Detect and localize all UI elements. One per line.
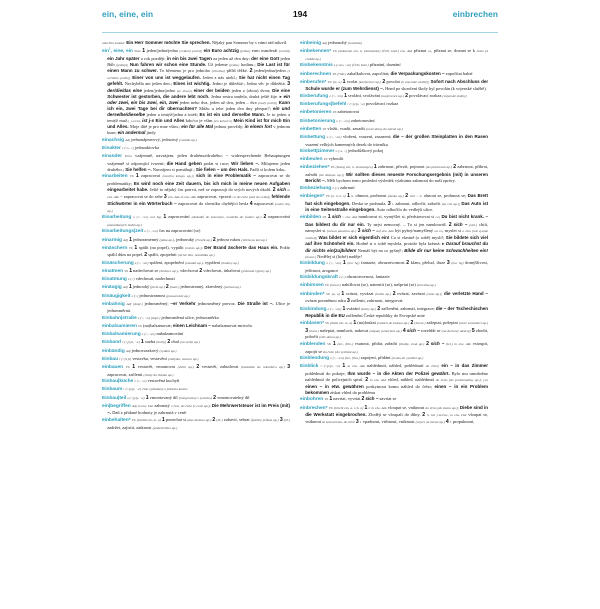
entry-body: mluvčím známá: Ein Herr Sommer möchte Sie sprechen. Nějaký pan Sommer by s vámi rád mluvil. — [102, 40, 288, 45]
dictionary-entry — [102, 378, 290, 386]
entry-body: Vb (hovor.) nabiflovat (se), naimrtit (se), našprtat (se) (slovíčka ap.) — [324, 282, 436, 288]
entry-body: e (~) zahrnutí — [332, 184, 355, 190]
entry-body: r (~[e]s, ¨-e) 1 vazba (knihy) 2 obal (na sešity ap.) — [122, 339, 200, 346]
dictionary-entry — [300, 40, 488, 48]
entry-headword: einberufen* — [300, 79, 327, 85]
entry-headword: Einbau|teil — [102, 395, 127, 401]
entry-headword: Einakter — [102, 145, 121, 151]
dictionary-entry — [102, 173, 290, 213]
entry-headword: einatmen — [102, 268, 124, 274]
entry-headword: einarbeiten — [102, 174, 128, 180]
entry-headword: Einarbeitung — [102, 215, 132, 221]
dictionary-entry — [300, 156, 488, 164]
dictionary-entry — [300, 71, 488, 79]
entry-body: Vb 1 (tel., film.) vsunout, přidat, zařadit (titulky, zvuk ap.) 2 sich ~ (tel.) in etw. Akk vstoupit, zapojit se do čeho (do vysílání ap.) — [305, 340, 488, 354]
entry-body: Vb 1 navrtat, vyvrtat 2 sich ~ zavrtat se — [324, 396, 397, 403]
entry-body: Adj jednosvazkový (vydání ap.) — [125, 347, 177, 353]
dictionary-entry — [300, 291, 488, 305]
column-container — [102, 40, 498, 603]
dictionary-entry — [300, 274, 488, 282]
dictionary-entry — [300, 185, 488, 193]
dictionary-entry — [300, 405, 488, 426]
entry-body: e (~, ~en) zabetonování — [336, 117, 375, 123]
dictionary-entry — [300, 126, 488, 134]
entry-headword: einbeziehen* — [300, 165, 330, 171]
dictionary-entry — [102, 40, 290, 46]
entry-headword: einbiegen* — [300, 193, 325, 199]
dictionary-entry — [300, 109, 488, 117]
entry-body: Pron vzájemně, navzájem, jeden druhému/druhého; ~ widersprechende Behauptungen vzájemně si odporující tvrzení; die Hand geben podat si ruce; Wir lieben ~. Milujeme jeden druhého.; Sie helfen ~. Navzájem si pomáhají.; Sie fielen ~ um den Hals. Padli si kolem krku. — [107, 153, 290, 172]
dictionary-entry — [102, 245, 290, 259]
dictionary-entry — [102, 331, 290, 339]
entry-body: Vb (bekannte ein, h. einbekannt) (Ö/D, kniž.) etw. Akk přiznat co, přiznat se, doznat se k čemu (k vraždě ap.) — [305, 48, 488, 61]
entry-body: s (~s, ~) jednolůžkový pokoj — [335, 148, 384, 154]
dictionary-entry — [300, 62, 488, 70]
dictionary-entry — [300, 282, 488, 290]
dictionary-entry — [300, 48, 488, 62]
entry-headword: Einbahn|straße — [102, 315, 137, 321]
entry-body: e (~, ~en) 1 (nur Sg) fantazie, obrazotvornost 2 klam, přelud, iluze 3 (nur Sg) domýšlivost, ješitnost, arogance — [305, 260, 488, 273]
running-head-left-guideword: ein, eine, ein — [102, 9, 154, 19]
entry-headword: einbeulen — [300, 157, 323, 163]
entry-headword: einäschern — [102, 245, 128, 251]
dictionary-page — [0, 9, 600, 609]
entry-headword: Einäscherung — [102, 260, 134, 266]
dictionary-entry — [102, 356, 290, 364]
dictionary-entry — [102, 276, 290, 284]
entry-body: Adj in etw. Dat zahrnutý v čem, do čeho (v ceně ap.); Die Mehrwertsteuer ist im Preis (mit) ~. Daň z přidané hodnoty je zahrnutá v ceně. — [107, 402, 290, 416]
entry-headword: Einbau — [102, 356, 119, 362]
entry-body: Vb (o, h./i. o) 1 h. ohnout, prohnout (desku ap.) 2 sich ~ h. ohnout se, prohnout se; Das Brett hat sich eingebogen. Deska se prohnula. 3 i. zahnout, odbočit, zabočit (za roh ap.); Das Auto ist in eine Seitenstraße eingebogen. Auto odbočilo do vedlejší ulice. — [305, 192, 488, 213]
entry-headword: einbalsamieren — [102, 324, 137, 330]
entry-body: e (~) obrazotvornost, fantazie — [338, 274, 390, 280]
dictionary-entry — [300, 306, 488, 320]
dictionary-entry — [102, 395, 290, 403]
entry-body: Adj jednonápravový, jednoosý (vozidlo ap.) — [125, 136, 197, 142]
entry-body: e (~, ~n) vestavěná kuchyň — [134, 378, 180, 384]
entry-headword: einander — [102, 154, 122, 160]
dictionary-entry — [300, 93, 488, 101]
dictionary-entry — [102, 228, 290, 236]
dictionary-entry — [102, 137, 290, 145]
entry-headword: einbetonieren — [300, 110, 332, 116]
entry-body: r (~[e]s, ~e) 1 in etw. Akk nahlédnutí, náhled, pohlédnutí do čeho; ein ~ in das Zimmer pohlédnutí do pokoje; Ihm wurde ~ in die Akten der Polizei gewährt. Bylo mu umožněno nahlédnutí do policejních spisů. 2 in etw. Akk vhled, náhled, nahlédnutí do čeho (do problematiky ap.); j-m einen ~ in etw. gewähren poskytnout komu náhled do čeho; einen ~ in ein Problem bekommen získat vhled do problému — [305, 363, 488, 395]
dictionary-entry — [300, 341, 488, 355]
entry-headword: Einband — [102, 340, 121, 346]
dictionary-entry — [102, 315, 290, 323]
entry-headword: Einbekenntnis — [300, 63, 333, 69]
entry-headword: einachsig — [102, 137, 125, 143]
entry-headword: einbehalten* — [102, 417, 131, 423]
entry-body: e (~, ~en) (tel., film.) zapojení, přidání (zvuku do vysílání ap.) — [330, 355, 424, 361]
entry-headword: Einbett|zimmer — [300, 149, 335, 155]
entry-headword: einarmig — [102, 237, 122, 243]
entry-headword: Einblick — [300, 364, 319, 370]
entry-headword: einbeinig — [300, 41, 322, 46]
dictionary-entry — [300, 148, 488, 156]
dictionary-entry — [102, 214, 290, 228]
entry-headword: einbahnig — [102, 301, 125, 307]
entry-body: Vb 1 vestavět, vmontovat (skříň ap.) 2 vestavět, zabudovat (bankdisk do rekordéru ap.) 3 zapracovat, začlenit (citáty do článku ap.) — [107, 364, 290, 377]
entry-body: Vb (bezog ein, h. einbezogen) 1 zahrnout, přivzít, pojmout (do plánování ap.) 2 zahrnout, přibrat, zařadit (do diskuse ap.); Wir sollten dieses neueste Forschungsergebnis (mit) in unseren Bericht ~. Měli bychom tento poslední výsledek výzkumu zahrnout do naší zprávy. — [305, 164, 488, 184]
entry-headword: Einbildung — [300, 261, 325, 267]
dictionary-entry — [300, 101, 488, 109]
entry-headword: Einarbeitungs|zeit — [102, 229, 144, 235]
entry-headword: einbrechen* — [300, 405, 328, 411]
entry-headword: einberechnen — [300, 71, 332, 77]
entry-body: Vb (na)balzamovat; einen Leichnam ~ nabalzamovat mrtvolu — [138, 323, 252, 329]
entry-body: e (~, ~n) (dopr.) jednosměrná ulice, jednosměrka — [137, 314, 219, 320]
entry-body: Vb (behält ein, ie, a) 1 ponechat si (ako zástavu ap.) 2 (úř.) zabavit, sebrat (falešný průkaz ap.) 3 (úř.) zadržet, zajistit, zatknout (podezřelého ap.) — [107, 416, 290, 430]
entry-headword: einbohren — [300, 397, 324, 403]
dictionary-entry — [102, 386, 290, 394]
entry-headword: einbilden — [300, 215, 322, 220]
entry-body: r (~s, =) jednoaktovka — [122, 144, 159, 150]
entry-body: Vb 1 spálit (na popel), vypálit (město ap.); Der Brand äscherte das Haus ein. Požár spálil dům na popel. 2 spálit, zpopelnit (mrtvé tělo, nebožtíka ap.) — [107, 244, 290, 259]
entry-body: Vb 1 zapracovat (nového kolegu ap.); sich in eine Problematik ~ zapracovat se do problematiky; Es wird noch eine Zeit dauern, bis ich mich in meine neuen Aufgaben eingearbeitet habe. Ještě to nějaký čas potrvá, než se zapracuji do svých nových úkolů. 2 sich in etw. Akk ~ zapracovat se do sebe 3 etw. Akk in etw. Akk zapracovat, vpravit co do čeho (zad do celku); fehlende Stichwörter in ein Wörterbuch ~ zapracovat do slovníku chybějící hesla 4 napracovat (volné dny ap.) — [107, 173, 290, 213]
dictionary-entry — [102, 293, 290, 301]
running-head — [102, 9, 498, 33]
entry-body: Vb (bricht ein, a, i./h. o) 1 i. in etw. Akk vloupat se, vniknout do čeho (do domu ap.); Diebe sind in die Werkstatt eingebrochen. Zloději se vloupali do dílny. 2 h. bei j-m/etw., in etw. Dat vloupat se, vniknout ke komu/čemu, do čeho 3 i. vpadnout, vtrhnout, vniknout (vojsci na území ap.) 4 i. propuknout, — [305, 404, 488, 426]
entry-body: e (~, ~en) 1 svázání (knihy ap.) 2 začlenění, zahrnutí, integrace; die ~ der Tschechischen Republik in die EU začlenění České republiky do Evropské unie — [305, 305, 488, 319]
entry-headword: einblasen* — [300, 320, 324, 326]
dictionary-entry — [300, 363, 488, 396]
entry-body: Adj jednonohý (invalida) — [322, 40, 362, 45]
entry-headword: ein|begriffen — [102, 403, 131, 409]
entry-headword: Einbaum — [102, 387, 123, 393]
dictionary-entry — [102, 153, 290, 173]
entry-headword: Einatmung — [102, 277, 127, 283]
entry-body: e (~, ~en) čas na zapracování (se) — [144, 228, 201, 234]
entry-headword: Einbettung — [300, 134, 326, 140]
entry-headword: ein$^1$, eine, ein — [102, 46, 133, 55]
dictionary-entry — [102, 364, 290, 378]
entry-headword: Einberufung — [300, 93, 329, 99]
entry-headword: einblenden — [300, 341, 326, 347]
running-head-right-guideword: einbrechen — [452, 9, 498, 19]
dictionary-entry — [300, 355, 488, 363]
entry-body: Vb 1 sich ~ etw. Akk namlouvat si, vymýšlet si, představovat si co; Du bist nicht krank. – Das bildest du dir nur ein. Ty nejsi nemocný. – To si jen namlouváš. 2 sich ~ (obl.) chtít, namyslet si (novou panenku ap.) 3 sich ~ auf etw. Akk být pyšný/namyšlený na co, myslet si o čem (mít vysoké mínění); Was bildet er sich eigentlich ein! Co si vlastně (o sobě) myslí!; Sie bildete sich viel auf ihre Schönheit ein. Hodně si o sobě myslela, protože byla krásná. ▸ Darauf brauchst du dir nichts ein(zu)bilden! Nemáš být na co pyšný!; Bilde dir nur keine Schwachheiten ein! (hovor.) Nedělej si (liché) naděje! — [305, 214, 488, 259]
entry-body: e (~, ~en) vložení, vsazení, zasazení; die ~ der großen Steinplatten in den Rasen vsazení velkých kamenných desek do trávníku — [305, 133, 488, 147]
dictionary-entry — [102, 237, 290, 245]
entry-headword: einäugig — [102, 285, 122, 291]
entry-body: s (~ses, ~se) (Ö/D, kniž.) přiznání, doznání — [333, 62, 401, 68]
entry-body: r (~[e]s) vestavba, vestavění (nábytku, motoru ap.) — [119, 355, 199, 361]
entry-headword: Einblendung — [300, 356, 330, 362]
dictionary-entry — [102, 417, 290, 431]
entry-body: Vb (ie, u) 1 svolat (konferenci ap.) 2 povolat (k vojenské službě); Sofort nach Abschluss der Schule wurde er (zum Wehrdienst) ~. Hned po skončení školy byl povolán (k vojenské službě). — [305, 78, 488, 92]
dictionary-entry — [102, 268, 290, 276]
dictionary-entry — [102, 284, 290, 292]
entry-body: e (~) vdechnutí, nadechnutí — [127, 276, 175, 282]
entry-body: Vb (řidč.) zakalkulovat, započítat; die Verpackungskosten ~ započítat balné — [332, 70, 473, 76]
dictionary-entry — [102, 145, 290, 153]
dictionary-entry — [102, 348, 290, 356]
dictionary-entry — [300, 118, 488, 126]
right-text-column — [300, 40, 488, 603]
dictionary-entry — [102, 260, 290, 268]
entry-body: Vb 1 nadechovat se (hlubece ap.), vdechovat 2 vdechovat, inhalovat (jedovaté výpary ap.) — [124, 267, 272, 274]
entry-body: Vb zabetonovat — [332, 109, 359, 115]
entry-body: Vb (bläst ein, ie, a) 1 (na)foukat (vzduch do balonu ap.) 2 (hovor.) zašeptat, pošeptat (směr sousedovi ap.) 3 (hanl.) našeptat, namluvit, nakecat (nápad, pohoršení ap.) 4 sich ~ rozehřát se (na dechový nástroj) 5 zbodit, pobořit (větv domu ap.) — [305, 319, 488, 340]
entry-body: Adj (dopr.) jednosměrný; ~er Verkehr jednosměrný provoz. Die Straße ist ~. Ulice je jednosměrná. — [107, 300, 290, 314]
entry-headword: einbinden* — [300, 291, 325, 297]
dictionary-entry — [300, 260, 488, 274]
dictionary-entry — [300, 193, 488, 213]
dictionary-entry — [300, 79, 488, 93]
dictionary-entry — [102, 403, 290, 417]
entry-headword: einbauen — [102, 365, 124, 370]
entry-body: e (~, ~en) 1 svolání, svolávání (konference ap.) 2 povolávací rozkaz (vojenské služby) — [329, 92, 467, 99]
entry-headword: Einbalsamierung — [102, 332, 141, 338]
entry-body: Num 1 jeden/jedna/jedno (celkový počet); ein Euro achtzig (jedno) euro osmdesát (centů); ein Jahr später o rok později; in ein bis zwei Tagen za jeden až dva dny; der eine Gott jeden Bůh (jediný); Nun fahren wir schon eine Stunde. Už jedeme (jednu) hodinu.; Die Last ist für einen Mann zu schwer. To břemeno je pro jednoho (člověka) příliš těžké. 2 jeden/jedna/jedno (z určitého počtu); Einer von uns ist weggelaufen. Jeden z nás utekl.; Sie hat nicht einen Tag gefehlt. Nechyběla ani jeden den.; Eines ist wichtig. Jedno je důležité.; Jedna věc je důležitá. 3 der/die/das eine jeden/jedna/jedno (ze dvou); einer der beiden jeden z (obou) dvou; Die eine Schwester ist gestorben, die andere lebt noch. Jedna sestra umřela, druhá ještě žije. ▸ ein oder zwei, ein bis zwei, ein, zwei jeden nebo dva, jeden až dva, jeden – dva (malý počet); Kann ich ein, zwei Tage bei dir übernachten? Můžu u tebe jeden dva dny přespat?; ein und derselbe/dieselbe jeden a tentýž/jedna a totéž; Es ist ein und derselbe Mann. Je to jeden a tentýž muž.; j-s/etw. ist j-s Ein und Alles kdo/co je vším pro koho/co; Mein Kind ist für mich Ein und Alles. Moje dítě je pro mne vším.; ein für alle Mal jednou provždy; in einem fort v jednom kuse; ein andermal jindy — [107, 48, 290, 136]
entry-headword: Einbindung — [300, 306, 327, 312]
dictionary-entry — [102, 339, 290, 347]
entry-body: Vb vložit, vsadit, zasadit (nové domy do zeleně ap.) — [322, 125, 403, 131]
entry-headword: einbimsen — [300, 283, 324, 289]
entry-body: e (~, ~en) spálení, zpopelnění (ostatků ap.), vypálení (budovy ap.) — [134, 259, 239, 265]
left-text-column — [102, 40, 290, 603]
entry-headword: Einbau|küche — [102, 379, 134, 385]
entry-body: Adj 1 jednoramenný (páka ap.), jednoruký (člověk ap.) 2 jednou rukou (střela na koš ap.) — [123, 236, 267, 243]
dictionary-entry — [300, 164, 488, 184]
dictionary-entry — [300, 214, 488, 260]
entry-headword: Einbildungskraft — [300, 275, 338, 281]
entry-body: Adj 1 jednooký (pirát ap.) 2 (hanl.) jednostranný, zkreslený (pohled ap.) — [122, 284, 241, 291]
dictionary-entry — [102, 301, 290, 315]
entry-body: r (~[e]s, ¨-e) člun vydlabaný z jednoho kmene — [123, 387, 188, 392]
entry-body: e (~, ~en; not Sg) 1 zapracování (dodatků do konceptu, nováčka do funkce ap.) 2 napracování (zameškaných hodin ap.) — [107, 214, 290, 227]
dictionary-entry — [102, 323, 290, 331]
entry-body: r (~[e]s, ~e) povolávací rozkaz — [347, 101, 399, 107]
entry-body: Vb (a, u) 1 svázat, vyvázat (knihu ap.) 2 ovázat, zavázat (ránu ap.); die verletzte Hand ~ ovázat poraněnou ruku 3 začlenit, zahrnout, integrovat — [305, 290, 488, 305]
page-number: 194 — [292, 9, 308, 19]
dictionary-entry — [300, 320, 488, 340]
entry-headword: einbändig — [102, 348, 125, 354]
entry-headword: Einbetonierung — [300, 118, 336, 124]
entry-body: e (~, ~en) nabalzamování — [141, 331, 184, 337]
entry-body: e (~) jednostrannost (posuzování ap.) — [131, 292, 190, 298]
dictionary-entry — [300, 396, 488, 404]
dictionary-entry — [102, 47, 290, 137]
entry-headword: einbekennen* — [300, 49, 332, 55]
entry-headword: Einberufungs|befehl — [300, 102, 347, 108]
entry-body: Vb vyboulit — [323, 156, 344, 162]
entry-headword: einbetten — [300, 126, 322, 132]
dictionary-entry — [300, 134, 488, 148]
entry-body: s (~[e]s, ~e) 1 vmontovaný díl (integrovaný v systému) 2 vmontovatelný díl — [127, 394, 250, 401]
entry-headword: Einbeziehung — [300, 185, 332, 191]
entry-headword: Einäugigkeit — [102, 293, 131, 299]
